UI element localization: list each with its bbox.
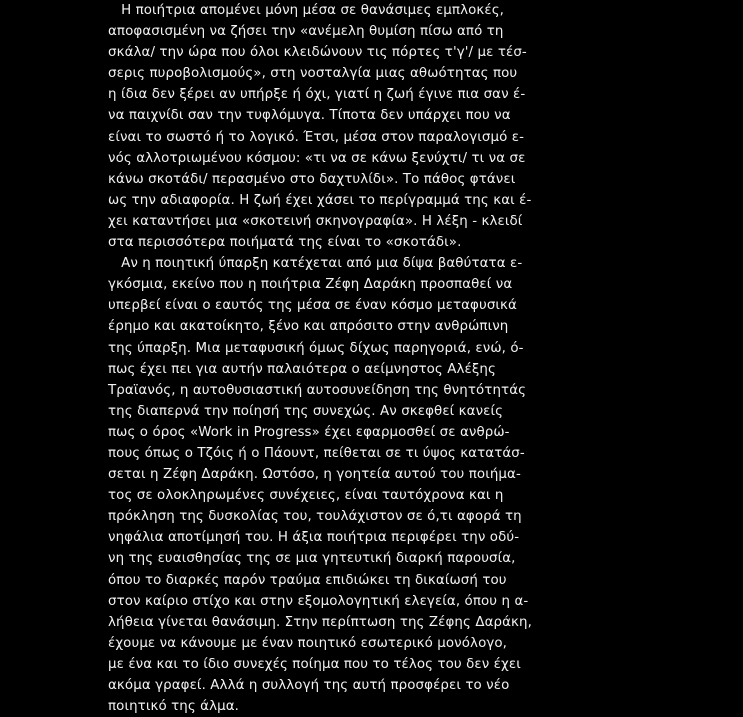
- text-line: η ίδια δεν ξέρει αν υπήρξε ή όχι, γιατί η ζωή έγινε πια σαν έ-: [108, 87, 526, 103]
- text-line: ακόμα γραφεί. Αλλά η συλλογή της αυτή προσφέρει το νέο: [108, 678, 510, 693]
- text-line: με ένα και το ίδιο συνεχές ποίημα που το τέλος του δεν έχει: [108, 656, 521, 672]
- text-line: τος σε ολοκληρωμένες συνέχειες, είναι ταυτόχρονα και η: [108, 488, 504, 504]
- text-line: όπου το διαρκές παρόν τραύμα επιδιώκει τη δικαίωσή του: [108, 572, 507, 588]
- text-line: νη της ευαισθησίας της σε μια γητευτική διαρκή παρουσία,: [108, 551, 516, 567]
- text-line: της διαπερνά την ποίησή της συνεχώς. Αν σκεφθεί κανείς: [108, 403, 504, 419]
- text-line: αποφασισμένη να ζήσει την «ανέμελη θυμίση πίσω από τη: [108, 24, 504, 40]
- text-line: Αν η ποιητική ύπαρξη κατέχεται από μια δίψα βαθύτατα ε-: [108, 256, 523, 272]
- text-line: Τραϊανός, η αυτοθυσιαστική αυτοσυνείδηση της θνητότητάς: [108, 382, 527, 398]
- text-line: νός αλλοτριωμένου κόσμου: «τι να σε κάνω ξενύχτι/ τι να σε: [108, 150, 526, 166]
- text-line: της ύπαρξη. Μια μεταφυσική όμως δίχως παρηγοριά, ενώ, ό-: [108, 340, 524, 356]
- text-line: να παιχνίδι σαν την τυφλόμυγα. Τίποτα δεν υπάρχει που να: [108, 108, 511, 124]
- text-line: στα περισσότερα ποιήματά της είναι το «σκοτάδι».: [108, 235, 462, 251]
- text-line: πρόκληση της δυσκολίας του, τουλάχιστον σε ό,τι αφορά τη: [108, 509, 522, 525]
- text-line: έρημο και ακατοίκητο, ξένο και απρόσιτο στην ανθρώπινη: [108, 319, 509, 335]
- text-line: είναι το σωστό ή το λογικό. Έτσι, μέσα στον παραλογισμό ε-: [108, 129, 524, 145]
- text-line: λήθεια γίνεται θανάσιμη. Στην περίπτωση της Ζέφης Δαράκη,: [108, 614, 532, 630]
- article-text: [108, 0, 628, 717]
- text-line: πως έχει πει για αυτήν παλαιότερα ο αείμνηστος Αλέξης: [108, 361, 496, 377]
- text-line: πως ο όρος «Work in Progress» έχει εφαρμοσθεί σε ανθρώ-: [108, 424, 510, 440]
- text-line: πους όπως ο Τζόις ή ο Πάουντ, πείθεται σε τι ύψος κατατάσ-: [108, 445, 525, 461]
- text-line: νηφάλια αποτίμησή του. Η άξια ποιήτρια περιφέρει την οδύ-: [108, 530, 520, 546]
- text-line: γκόσμια, εκείνο που η ποιήτρια Ζέφη Δαράκη προσπαθεί να: [108, 277, 513, 293]
- text-line: υπερβεί είναι ο εαυτός της μέσα σε έναν κόσμο μεταφυσικά: [108, 298, 517, 314]
- text-line: χει καταντήσει μια «σκοτεινή σκηνογραφία». Η λέξη - κλειδί: [108, 213, 523, 229]
- text-line: ποιητικό της άλμα.: [108, 699, 240, 715]
- text-line: σερις πυροβολισμούς», στη νοσταλγία μιας αθωότητας που: [108, 66, 518, 82]
- text-line: κάνω σκοτάδι/ περασμένο στο δαχτυλίδι». Το πάθος φτάνει: [108, 171, 516, 187]
- text-line: σεται η Ζέφη Δαράκη. Ωστόσο, η γοητεία αυτού του ποιήμα-: [108, 467, 521, 483]
- text-line: στον καίριο στίχο και στην εξομολογητική ελεγεία, όπου η α-: [108, 593, 529, 609]
- text-line: ως την αδιαφορία. Η ζωή έχει χάσει το περίγραμμά της και έ-: [108, 192, 532, 208]
- text-line: Η ποιήτρια απομένει μόνη μέσα σε θανάσιμες εμπλοκές,: [108, 3, 505, 18]
- text-line: σκάλα/ την ώρα που όλοι κλειδώνουν τις πόρτες τ'γ'/ με τέσ-: [108, 45, 527, 61]
- text-line: έχουμε να κάνουμε με έναν ποιητικό εσωτερικό μονόλογο,: [108, 635, 508, 651]
